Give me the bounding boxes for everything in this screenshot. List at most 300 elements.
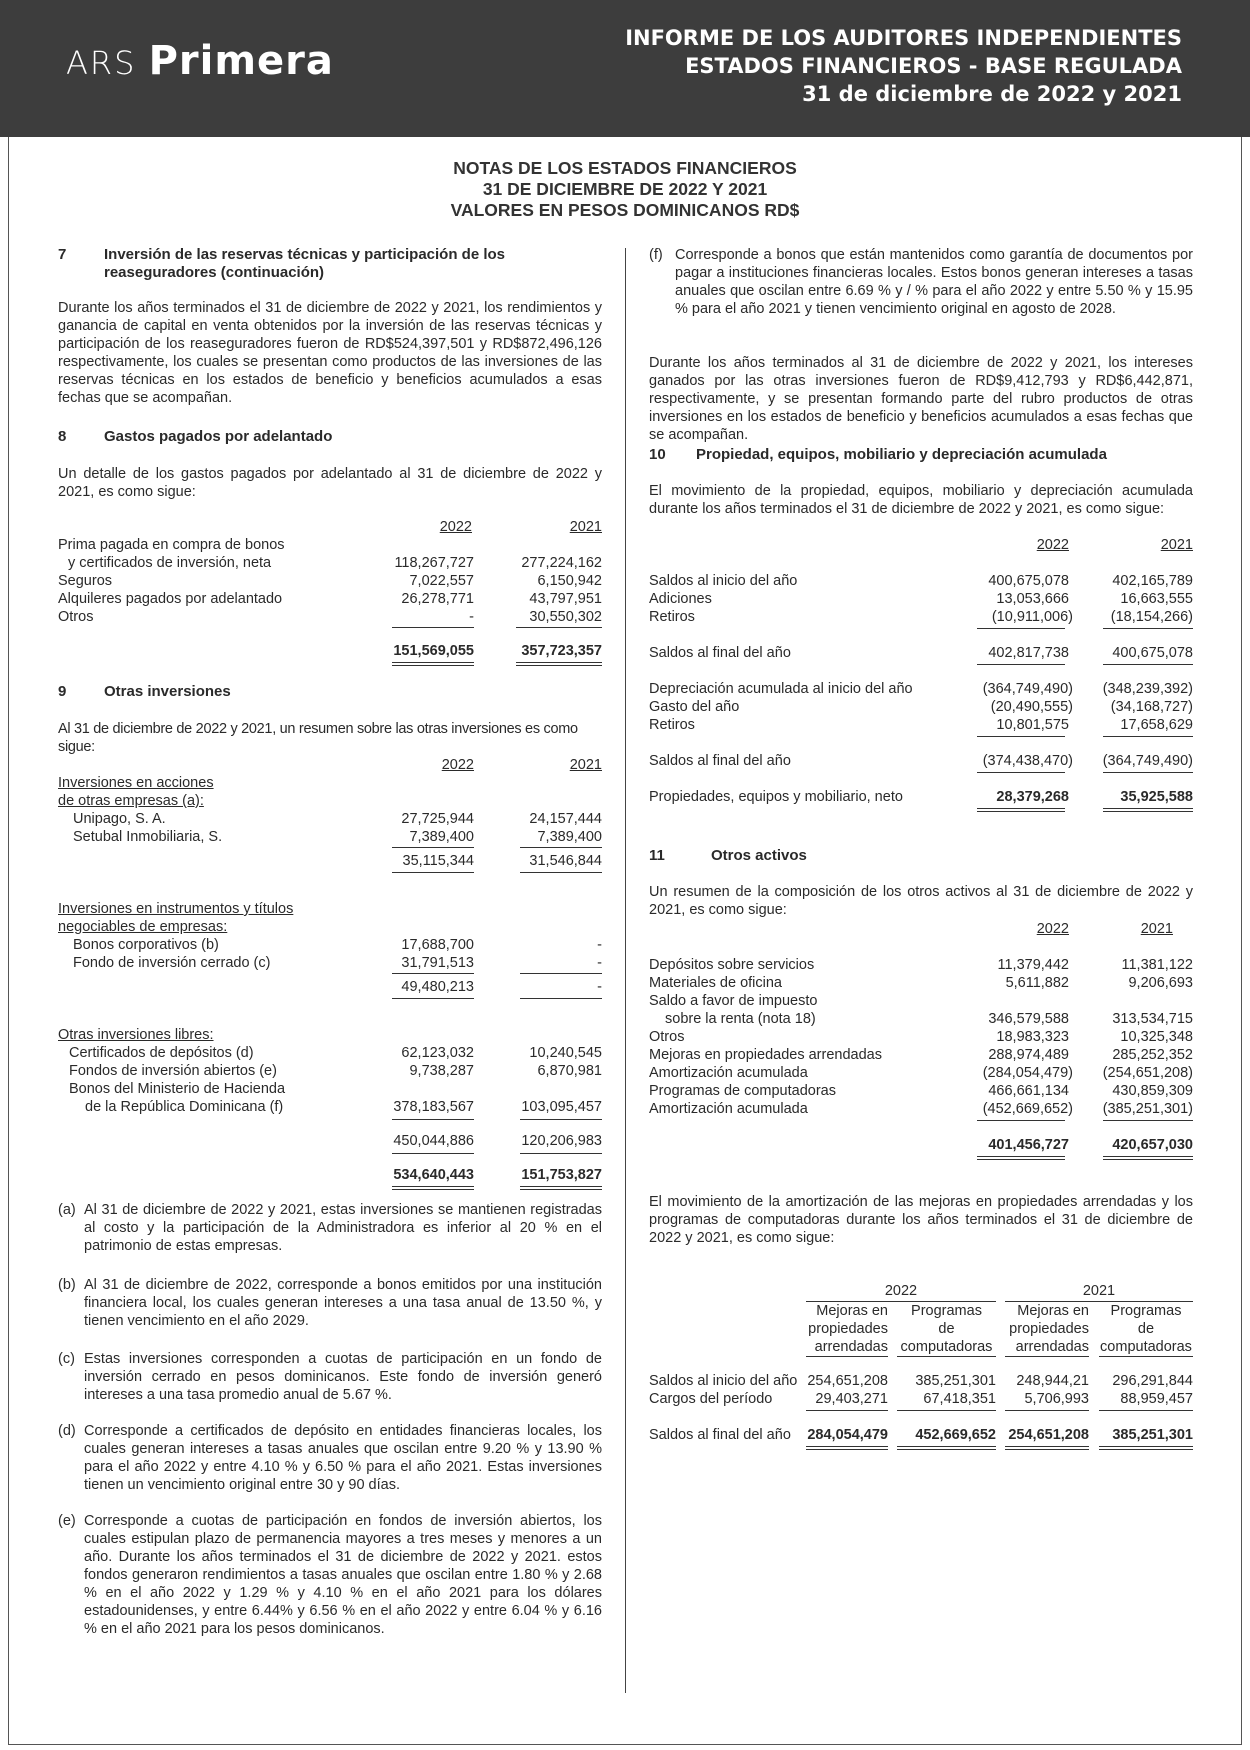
value-2021: 16,663,555 xyxy=(1120,591,1193,607)
value-2022: 13,053,666 xyxy=(996,591,1069,607)
value-2022: 27,725,944 xyxy=(401,811,474,827)
value-2022: 466,661,134 xyxy=(988,1083,1069,1099)
total-mejoras-2022: 284,054,479 xyxy=(807,1427,888,1443)
year-2021-header: 2021 xyxy=(569,519,602,535)
table-row xyxy=(649,1372,1193,1390)
table-row xyxy=(649,1082,1193,1100)
row-label: Fondos de inversión abiertos (e) xyxy=(69,1063,277,1079)
row-label: sobre la renta (nota 18) xyxy=(665,1011,816,1027)
table-row xyxy=(649,1064,1193,1082)
row-label: Depósitos sobre servicios xyxy=(649,957,815,973)
table-row xyxy=(649,1046,1193,1064)
subtotal-rule xyxy=(977,736,1065,737)
table-row xyxy=(649,716,1193,734)
header-text: propiedades xyxy=(808,1321,888,1337)
header-text: Programas xyxy=(1110,1303,1182,1319)
table-row xyxy=(649,590,1193,608)
row-label: Saldos al final del año xyxy=(649,645,791,661)
year-2022-header: 2022 xyxy=(441,757,474,773)
other-assets-table xyxy=(649,920,1193,1220)
report-heading-line1: INFORME DE LOS AUDITORES INDEPENDIENTES xyxy=(625,26,1182,50)
header-text: propiedades xyxy=(1009,1321,1089,1337)
value-2021: 6,870,981 xyxy=(537,1063,602,1079)
table-row xyxy=(58,572,602,590)
table-row xyxy=(649,608,1193,626)
table-header xyxy=(649,920,1193,938)
table-row xyxy=(649,1010,1193,1028)
subtotal-rule xyxy=(392,847,474,848)
subtotal-rule xyxy=(392,973,474,974)
row-label: Mejoras en propiedades arrendadas xyxy=(649,1047,882,1063)
value-2022: 118,267,727 xyxy=(394,555,474,571)
subtotal-row xyxy=(649,644,1193,662)
table-row xyxy=(649,680,1193,698)
row-label: Propiedades, equipos y mobiliario, neto xyxy=(649,789,903,805)
row-label: Amortización acumulada xyxy=(649,1101,808,1117)
row-label: Setubal Inmobiliaria, S. xyxy=(73,829,223,845)
total-rule xyxy=(1103,811,1193,812)
subtotal-rule xyxy=(520,1119,602,1120)
note-letter: (c) xyxy=(58,1351,75,1367)
row-label: Bonos corporativos (b) xyxy=(73,937,219,953)
total-rule xyxy=(392,1186,474,1187)
header-text: computadoras xyxy=(900,1339,993,1355)
title-line1: NOTAS DE LOS ESTADOS FINANCIEROS xyxy=(453,158,797,178)
row-label: Depreciación acumulada al inicio del año xyxy=(649,681,913,697)
subtotal-rule xyxy=(392,1119,474,1120)
value-2022: (284,054,479) xyxy=(982,1065,1073,1081)
value-2021: 10,325,348 xyxy=(1120,1029,1193,1045)
total-rule xyxy=(897,1449,996,1450)
col-header-mejoras-2022 xyxy=(806,1302,888,1356)
row-label: Seguros xyxy=(58,573,113,589)
col-header-programas-2022 xyxy=(897,1302,996,1356)
header-rule xyxy=(1099,1356,1193,1357)
row-label: Cargos del período xyxy=(649,1391,773,1407)
row-label: Saldo a favor de impuesto xyxy=(649,993,818,1009)
header-rule xyxy=(897,1356,996,1357)
table-row xyxy=(649,992,1193,1010)
total-rule xyxy=(392,665,474,666)
value-programas-2022: 385,251,301 xyxy=(915,1373,996,1389)
subtotal-rule xyxy=(1103,736,1193,737)
value-2022: 7,022,557 xyxy=(409,573,474,589)
section-10-heading xyxy=(649,446,1193,464)
year-2021-header: 2021 xyxy=(1160,537,1193,553)
total-2021: 151,753,827 xyxy=(521,1167,602,1183)
logo-name: Primera xyxy=(148,38,334,84)
value-2021: (34,168,727) xyxy=(1110,699,1193,715)
group-heading xyxy=(58,792,602,810)
year-2021-header: 2021 xyxy=(1082,1283,1116,1299)
value-2021: 11,381,122 xyxy=(1121,957,1193,973)
note-text: Corresponde a certificados de depósito en entidades financieras locales, los cuales generan intereses a tasas anuales que oscilan entre 9.20 % y 13.90 % para el año 2022 y entre 4.10 % y 6.50 % para el año 2021. Estas inversiones tienen un vencimiento original entre 30 y 90 días. xyxy=(84,1423,602,1493)
total-rule xyxy=(1005,1449,1089,1450)
total-rule xyxy=(1099,1449,1193,1450)
section-number: 9 xyxy=(58,683,67,700)
value-2022: - xyxy=(469,609,474,625)
subtotal-row xyxy=(58,1132,602,1150)
year-2021-header: 2021 xyxy=(1140,921,1173,937)
table-row xyxy=(649,1100,1193,1118)
value-2022: 5,611,882 xyxy=(1005,975,1069,991)
ars-primera-logo xyxy=(66,38,334,84)
value-2021: 400,675,078 xyxy=(1112,645,1193,661)
table-row xyxy=(649,698,1193,716)
year-2022-header: 2022 xyxy=(1036,537,1069,553)
subtotal-rule xyxy=(520,847,602,848)
subtotal-rule xyxy=(392,1153,474,1154)
year-2022-header: 2022 xyxy=(884,1283,918,1299)
total-2022: 534,640,443 xyxy=(393,1167,474,1183)
row-label: Retiros xyxy=(649,717,695,733)
row-label: de la República Dominicana (f) xyxy=(85,1099,284,1115)
section-title: Gastos pagados por adelantado xyxy=(104,428,333,445)
value-programas-2021: 296,291,844 xyxy=(1112,1373,1193,1389)
section-9-intro: Al 31 de diciembre de 2022 y 2021, un resumen sobre las otras inversiones es como sigue: xyxy=(58,721,578,755)
total-rule xyxy=(977,811,1065,812)
total-rule xyxy=(1005,1446,1089,1447)
header-text: de xyxy=(1137,1321,1155,1337)
value-2021: 43,797,951 xyxy=(529,591,602,607)
header-text: arrendadas xyxy=(814,1339,888,1355)
value-mejoras-2022: 29,403,271 xyxy=(815,1391,888,1407)
table-row xyxy=(649,974,1193,992)
value-2022: 31,791,513 xyxy=(401,955,474,971)
value-2022: 18,983,323 xyxy=(996,1029,1069,1045)
row-label: Alquileres pagados por adelantado xyxy=(58,591,283,607)
section-9-heading xyxy=(58,683,602,701)
table-row xyxy=(58,1044,602,1062)
total-rule xyxy=(520,1189,602,1190)
value-2021: 313,534,715 xyxy=(1112,1011,1193,1027)
section-8-intro: Un detalle de los gastos pagados por adelantado al 31 de diciembre de 2022 y 2021, es como sigue: xyxy=(58,466,602,500)
right-column xyxy=(649,246,1193,1446)
table-row xyxy=(58,828,602,846)
subtotal-rule xyxy=(1005,1410,1089,1411)
table-row xyxy=(58,936,602,954)
group-heading xyxy=(58,900,602,918)
note-e xyxy=(58,1512,602,1638)
header-rule xyxy=(1005,1356,1089,1357)
total-rule xyxy=(1103,1156,1193,1157)
total-2021: 420,657,030 xyxy=(1112,1137,1193,1153)
value-2021: 9,206,693 xyxy=(1128,975,1193,991)
title-line2: 31 DE DICIEMBRE DE 2022 Y 2021 xyxy=(482,179,768,199)
logo-prefix: ARS xyxy=(66,44,137,82)
subtotal-rule xyxy=(520,973,602,974)
subtotal-rule xyxy=(392,627,474,628)
total-row xyxy=(58,642,602,660)
table-header xyxy=(649,536,1193,554)
value-mejoras-2021: 248,944,21 xyxy=(1016,1373,1089,1389)
subtotal-rule xyxy=(977,628,1065,629)
value-2021: 17,658,629 xyxy=(1120,717,1193,733)
value-2022: (364,749,490) xyxy=(982,681,1073,697)
value-2022: 402,817,738 xyxy=(988,645,1069,661)
header-text: arrendadas xyxy=(1015,1339,1089,1355)
row-label: Adiciones xyxy=(649,591,712,607)
note-text: Corresponde a cuotas de participación en fondos de inversión abiertos, los cuales estipulan plazo de permanencia mayores a tres meses y menores a un año. Durante los años terminados el 31 de diciembre de 2022 y 2021. estos fondos generaron rendimientos a tasas anuales que oscilan entre 1.80 % y 2.68 % en el año 2022 y 1.29 % y 4.10 % en el año 2021 para los dólares estadounidenses, y entre 6.44% y 6.56 % en el año 2022 y entre 6.04 % y 6.16 % en el año 2021 para los pesos dominicanos. xyxy=(84,1513,602,1637)
row-label: negociables de empresas: xyxy=(58,919,228,935)
total-rule xyxy=(1099,1446,1193,1447)
note-letter: (b) xyxy=(58,1277,76,1293)
value-mejoras-2021: 5,706,993 xyxy=(1024,1391,1089,1407)
year-2022-header: 2022 xyxy=(439,519,472,535)
table-header xyxy=(58,756,602,774)
subtotal-rule xyxy=(806,1410,888,1411)
row-label: Certificados de depósitos (d) xyxy=(69,1045,254,1061)
value-2022: (452,669,652) xyxy=(982,1101,1073,1117)
subtotal-rule xyxy=(1103,664,1193,665)
page-header xyxy=(0,0,1250,137)
table-row xyxy=(649,1028,1193,1046)
table-row xyxy=(58,608,602,626)
value-2021: (18,154,266) xyxy=(1110,609,1193,625)
row-label: Inversiones en instrumentos y títulos xyxy=(58,901,294,917)
table-row xyxy=(58,1098,602,1116)
section-title: Otras inversiones xyxy=(104,683,231,700)
table-row xyxy=(649,1390,1193,1408)
row-label: Materiales de oficina xyxy=(649,975,782,991)
value-2021: 285,252,352 xyxy=(1112,1047,1193,1063)
header-text: Mejoras en xyxy=(1017,1303,1089,1319)
note-letter: (a) xyxy=(58,1202,76,1218)
total-row xyxy=(58,1166,602,1184)
note-text: Estas inversiones corresponden a cuotas de participación en un fondo de inversión cerrado en pesos dominicanos. Este fondo de inversión generó intereses a una tasa promedio anual de 5.67 %. xyxy=(84,1351,602,1403)
row-label: Fondo de inversión cerrado (c) xyxy=(73,955,271,971)
row-label: Otros xyxy=(58,609,94,625)
value-2022: (374,438,470) xyxy=(982,753,1073,769)
other-investments-table xyxy=(58,756,602,1183)
total-rule xyxy=(1103,808,1193,809)
section-11-heading xyxy=(649,847,1193,865)
value-2021: 10,240,545 xyxy=(529,1045,602,1061)
subtotal-rule xyxy=(520,1153,602,1154)
interest-paragraph: Durante los años terminados al 31 de diciembre de 2022 y 2021, los intereses ganados por las otras inversiones fueron de RD$9,412,793 y RD$6,442,871, respectivamente, y se presentan formando parte del rubro productos de otras inversiones en los estados de beneficio y beneficios acumulados a esas fechas que se acompañan. xyxy=(649,355,1193,443)
section-title: Inversión de las reservas técnicas y participación de los reaseguradores (continuación) xyxy=(104,246,506,281)
subtotal-rule xyxy=(1103,628,1193,629)
row-label: Amortización acumulada xyxy=(649,1065,808,1081)
row-label: Saldos al final del año xyxy=(649,753,791,769)
value-programas-2022: 67,418,351 xyxy=(923,1391,996,1407)
row-label: Saldos al inicio del año xyxy=(649,573,798,589)
row-label: Bonos del Ministerio de Hacienda xyxy=(69,1081,286,1097)
value-2021: - xyxy=(597,937,602,953)
value-2021: 6,150,942 xyxy=(537,573,602,589)
subtotal-rule xyxy=(977,772,1065,773)
section-number: 10 xyxy=(649,446,666,463)
total-mejoras-2021: 254,651,208 xyxy=(1008,1427,1089,1443)
value-2021: 402,165,789 xyxy=(1112,573,1193,589)
subtotal-2022: 450,044,886 xyxy=(393,1133,474,1149)
subtotal-2021: 120,206,983 xyxy=(521,1133,602,1149)
section-number: 11 xyxy=(649,847,665,864)
section-10-intro: El movimiento de la propiedad, equipos, mobiliario y depreciación acumulada durante los años terminados el 31 de diciembre de 2022 y 2021, es como sigue: xyxy=(649,483,1193,517)
total-rule xyxy=(392,662,474,663)
subtotal-2022: 35,115,344 xyxy=(402,853,474,869)
table-row xyxy=(58,536,602,554)
value-2022: 62,123,032 xyxy=(401,1045,474,1061)
group-heading xyxy=(58,774,602,792)
prepaid-table xyxy=(58,518,602,678)
subtotal-rule xyxy=(520,872,602,873)
value-2022: 10,801,575 xyxy=(996,717,1069,733)
value-2021: (348,239,392) xyxy=(1102,681,1193,697)
row-label: Otras inversiones libres: xyxy=(58,1027,214,1043)
table-row xyxy=(649,572,1193,590)
row-label: Unipago, S. A. xyxy=(73,811,166,827)
left-column xyxy=(58,246,602,1646)
row-label: Programas de computadoras xyxy=(649,1083,836,1099)
note-b xyxy=(58,1276,602,1330)
value-2022: 400,675,078 xyxy=(988,573,1069,589)
subtotal-rule xyxy=(1103,772,1193,773)
value-2021: 277,224,162 xyxy=(521,555,602,571)
value-2022: 7,389,400 xyxy=(409,829,474,845)
value-2021: 24,157,444 xyxy=(529,811,602,827)
subtotal-rule xyxy=(520,998,602,999)
total-2021: 35,925,588 xyxy=(1120,789,1193,805)
page-title xyxy=(0,158,1250,221)
header-rule xyxy=(806,1356,888,1357)
note-text: Al 31 de diciembre de 2022 y 2021, estas inversiones se mantienen registradas al costo y la participación de la Administradora es inferior al 20 % en el patrimonio de estas empresas. xyxy=(84,1202,602,1254)
subtotal-2022: 49,480,213 xyxy=(401,979,474,995)
value-2022: 9,738,287 xyxy=(409,1063,474,1079)
value-2022: 346,579,588 xyxy=(988,1011,1069,1027)
subtotal-2021: 31,546,844 xyxy=(529,853,602,869)
note-a xyxy=(58,1201,602,1255)
row-label: Retiros xyxy=(649,609,695,625)
header-text: Programas xyxy=(911,1303,982,1319)
subtotal-rule xyxy=(1103,1120,1193,1121)
report-heading-line3: 31 de diciembre de 2022 y 2021 xyxy=(802,82,1182,106)
table-row xyxy=(58,590,602,608)
note-letter: (d) xyxy=(58,1423,76,1439)
subtotal-2021: - xyxy=(597,979,602,995)
amortization-table xyxy=(649,1282,1193,1443)
total-2021: 357,723,357 xyxy=(521,643,602,659)
value-2021: - xyxy=(597,955,602,971)
value-2021: 7,389,400 xyxy=(537,829,602,845)
year-2021-header: 2021 xyxy=(569,757,602,773)
value-2021: (364,749,490) xyxy=(1102,753,1193,769)
row-label: Prima pagada en compra de bonos xyxy=(58,537,285,553)
value-2021: 30,550,302 xyxy=(529,609,602,625)
subtotal-row xyxy=(58,978,602,996)
note-text: Al 31 de diciembre de 2022, corresponde a bonos emitidos por una institución financiera local, los cuales generan intereses a una tasa anual de 13.50 %, y tienen vencimiento en el año 2029. xyxy=(84,1277,602,1329)
note-text: Corresponde a bonos que están mantenidos como garantía de documentos por pagar a instituciones financieras locales. Estos bonos generan intereses a tasas anuales que oscilan entre 6.69 % y / % para el año 2022 y entre 5.50 % y 15.95 % para el año 2021 y tienen vencimiento original en agosto de 2028. xyxy=(675,247,1193,317)
section-7-heading xyxy=(58,246,602,281)
total-rule xyxy=(516,662,602,663)
value-mejoras-2022: 254,651,208 xyxy=(807,1373,888,1389)
property-table xyxy=(649,536,1193,806)
col-header-mejoras-2021 xyxy=(1005,1302,1089,1356)
total-rule xyxy=(806,1449,888,1450)
row-label: Inversiones en acciones xyxy=(58,775,214,791)
total-rule xyxy=(520,1186,602,1187)
row-label: y certificados de inversión, neta xyxy=(68,555,272,571)
section-11-intro: Un resumen de la composición de los otros activos al 31 de diciembre de 2022 y 2021, es como sigue: xyxy=(649,884,1193,918)
value-2021: 430,859,309 xyxy=(1112,1083,1193,1099)
row-label: Saldos al final del año xyxy=(649,1427,791,1443)
total-2022: 401,456,727 xyxy=(988,1137,1069,1153)
subtotal-row xyxy=(649,752,1193,770)
value-2022: 288,974,489 xyxy=(988,1047,1069,1063)
total-rule xyxy=(516,665,602,666)
value-2022: (10,911,006) xyxy=(991,609,1073,625)
subtotal-rule xyxy=(392,998,474,999)
amortization-intro: El movimiento de la amortización de las mejoras en propiedades arrendadas y los programas de computadoras durante los años terminados el 31 de diciembre de 2022 y 2021, es como sigue: xyxy=(649,1194,1193,1246)
total-rule xyxy=(806,1446,888,1447)
total-row xyxy=(649,1426,1193,1444)
subtotal-rule xyxy=(897,1410,996,1411)
value-2022: (20,490,555) xyxy=(990,699,1073,715)
header-text: computadoras xyxy=(1100,1339,1192,1355)
note-c xyxy=(58,1350,602,1404)
header-text: Mejoras en xyxy=(816,1303,888,1319)
total-programas-2021: 385,251,301 xyxy=(1112,1427,1193,1443)
note-letter: (f) xyxy=(649,247,663,263)
value-2022: 17,688,700 xyxy=(401,937,474,953)
group-heading xyxy=(58,918,602,936)
total-row xyxy=(649,1136,1193,1154)
section-title: Otros activos xyxy=(711,847,807,864)
value-2021: (254,651,208) xyxy=(1102,1065,1193,1081)
value-2021: 103,095,457 xyxy=(521,1099,602,1115)
table-row xyxy=(58,810,602,828)
table-row xyxy=(649,956,1193,974)
total-rule xyxy=(1103,1159,1193,1160)
subtotal-rule xyxy=(1099,1410,1193,1411)
subtotal-rule xyxy=(977,1120,1065,1121)
row-label: Saldos al inicio del año xyxy=(649,1373,798,1389)
table-row xyxy=(58,1062,602,1080)
total-rule xyxy=(977,1159,1065,1160)
total-programas-2022: 452,669,652 xyxy=(915,1427,996,1443)
header-text: de xyxy=(938,1321,955,1337)
total-2022: 28,379,268 xyxy=(996,789,1069,805)
subtotal-rule xyxy=(977,664,1065,665)
total-row xyxy=(649,788,1193,806)
year-2022-header: 2022 xyxy=(1036,921,1069,937)
section-8-heading xyxy=(58,428,602,446)
total-rule xyxy=(392,1189,474,1190)
subtotal-rule xyxy=(516,627,602,628)
title-line3: VALORES EN PESOS DOMINICANOS RD$ xyxy=(450,200,800,220)
section-number: 8 xyxy=(58,428,67,445)
table-row xyxy=(58,954,602,972)
total-rule xyxy=(977,808,1065,809)
total-rule xyxy=(897,1446,996,1447)
total-rule xyxy=(977,1156,1065,1157)
group-heading xyxy=(58,1026,602,1044)
value-2022: 26,278,771 xyxy=(401,591,474,607)
value-programas-2021: 88,959,457 xyxy=(1120,1391,1193,1407)
row-label: de otras empresas (a): xyxy=(58,793,204,809)
table-row xyxy=(58,1080,602,1098)
report-heading-line2: ESTADOS FINANCIEROS - BASE REGULADA xyxy=(685,54,1182,78)
section-7-paragraph: Durante los años terminados el 31 de diciembre de 2022 y 2021, los rendimientos y ganancia de capital en venta obtenidos por la inversión de las reservas técnicas y participación de los reaseguradores fueron de RD$524,397,501 y RD$872,496,126 respectivamente, los cuales se presentan como productos de las inversiones de las reservas técnicas en los estados de beneficio y beneficios acumulados a esas fechas que se acompañan. xyxy=(58,300,602,406)
row-label: Otros xyxy=(649,1029,685,1045)
table-header xyxy=(58,518,602,536)
table-row xyxy=(58,554,602,572)
note-letter: (e) xyxy=(58,1513,76,1529)
subtotal-rule xyxy=(392,872,474,873)
note-f xyxy=(649,246,1193,318)
value-2021: (385,251,301) xyxy=(1102,1101,1193,1117)
section-title: Propiedad, equipos, mobiliario y depreciación acumulada xyxy=(696,446,1107,463)
